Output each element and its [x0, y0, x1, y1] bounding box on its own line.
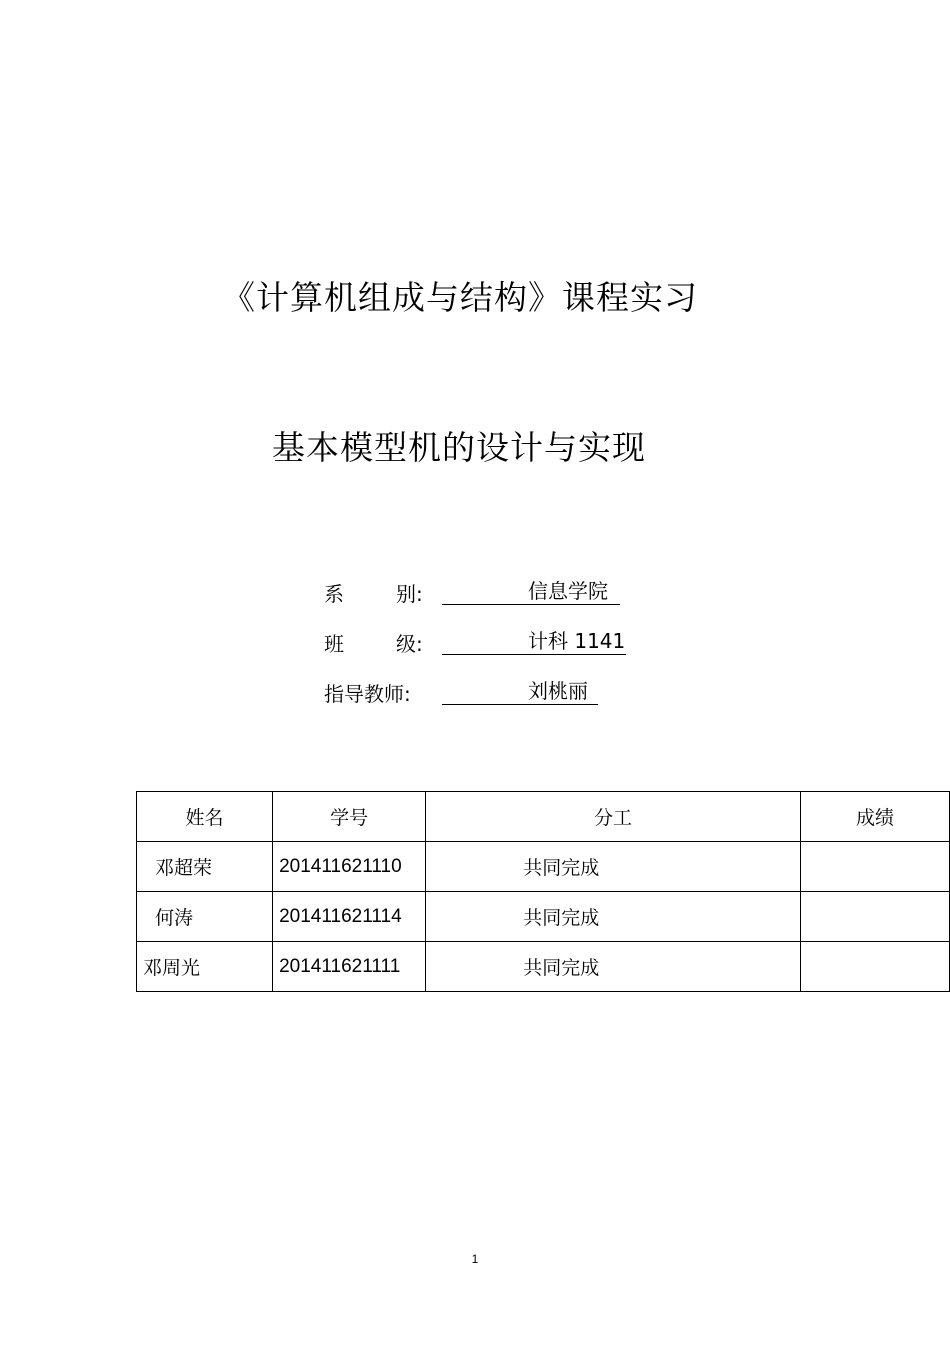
course-title-text: 《计算机组成与结构》课程实习: [222, 278, 698, 317]
table-header-row: [137, 792, 950, 842]
info-label: 指导教师:: [324, 682, 411, 706]
info-label: 班: [324, 632, 344, 656]
info-value-advisor: 刘桃丽: [442, 678, 598, 705]
table-row: [137, 842, 950, 892]
table-row: [137, 892, 950, 942]
cell-id: 201411621114: [273, 892, 426, 942]
cell-task: 共同完成: [426, 942, 801, 992]
cell-id: 201411621110: [273, 842, 426, 892]
info-label: 系: [324, 582, 344, 606]
cell-task: 共同完成: [426, 842, 801, 892]
document-subtitle: 基本模型机的设计与实现: [272, 428, 646, 467]
cell-name: 何涛: [137, 892, 273, 942]
page-number: 1: [471, 1252, 479, 1266]
cell-id: 201411621111: [273, 942, 426, 992]
info-value-department: 信息学院: [442, 578, 620, 605]
info-value-class: 计科 1141: [442, 628, 626, 655]
cell-grade: [800, 942, 949, 992]
cell-task: 共同完成: [426, 892, 801, 942]
header-task: 分工: [426, 792, 801, 842]
course-title: [0, 272, 950, 319]
info-label-suffix: 别:: [396, 582, 423, 606]
cell-grade: [800, 842, 949, 892]
cell-name: 邓超荣: [137, 842, 273, 892]
header-grade: 成绩: [800, 792, 949, 842]
cell-grade: [800, 892, 949, 942]
cell-name: 邓周光: [137, 942, 273, 992]
info-label-suffix: 级:: [396, 632, 423, 656]
member-table: [136, 791, 950, 992]
header-name: 姓名: [137, 792, 273, 842]
table-row: [137, 942, 950, 992]
header-id: 学号: [273, 792, 426, 842]
